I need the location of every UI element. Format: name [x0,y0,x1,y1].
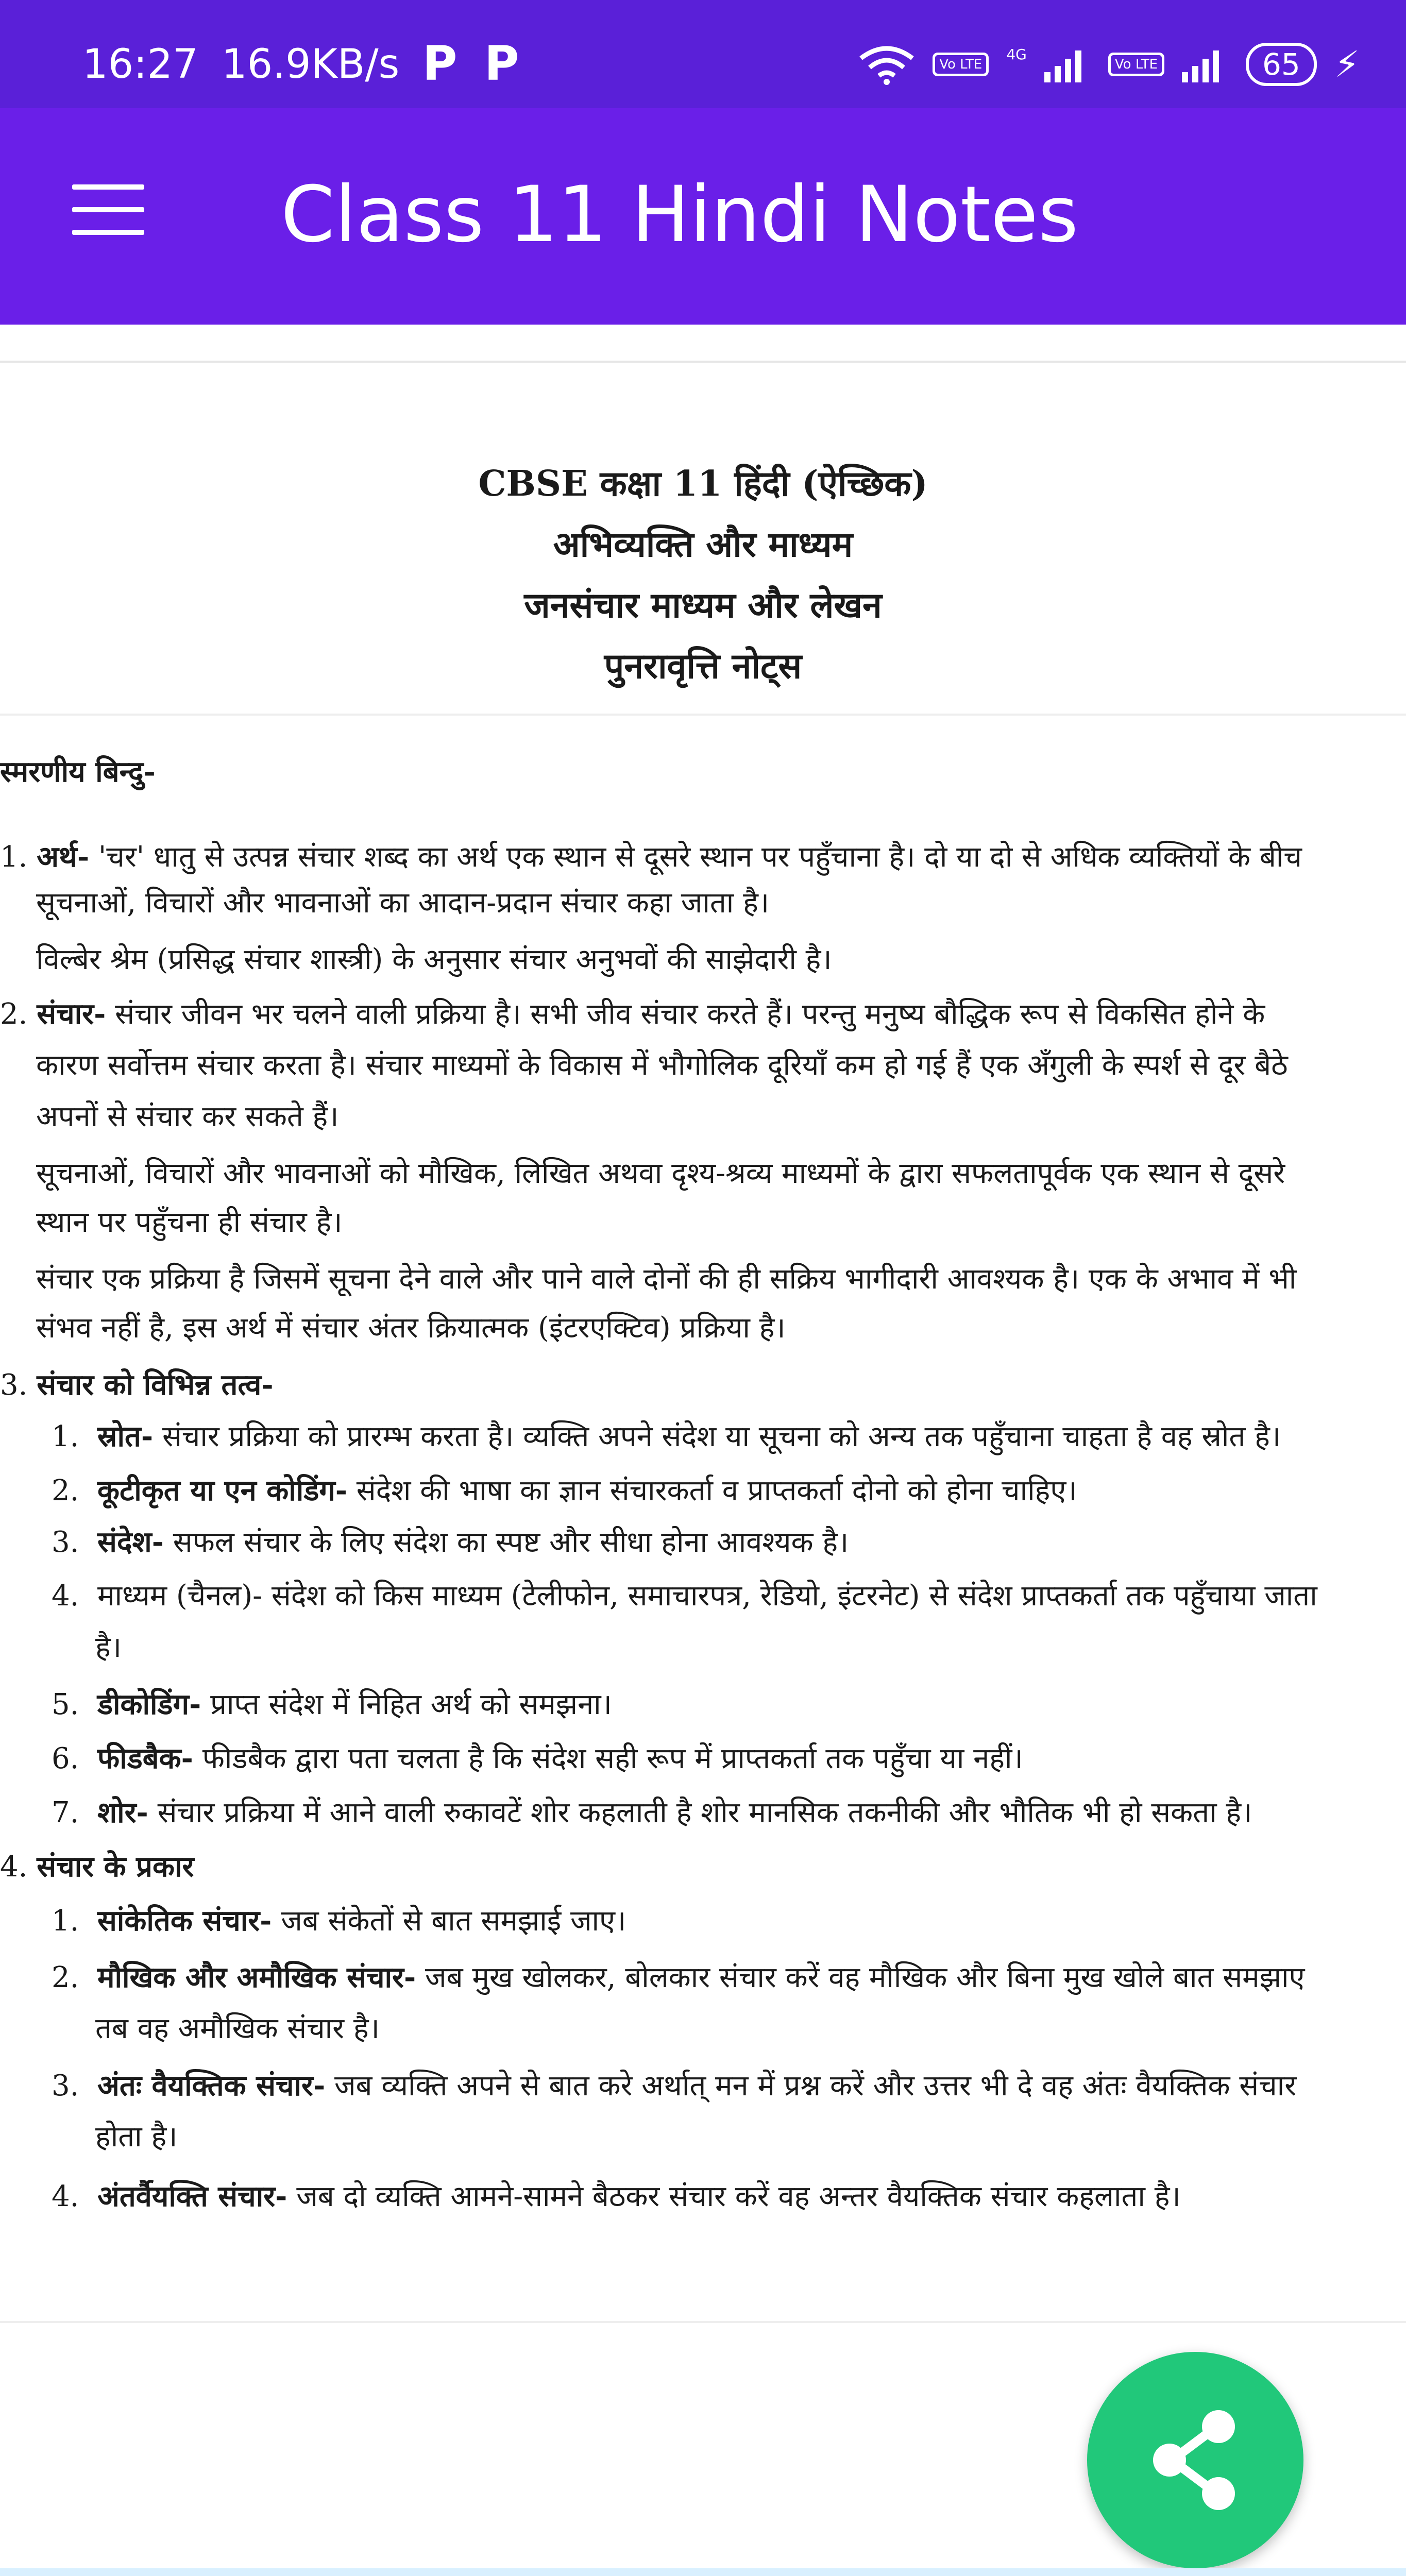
sub-list-item: 2. कूटीकृत या एन कोडिंग- संदेश की भाषा का ज्ञान संचारकर्ता व प्राप्तकर्ता दोनो को होना चाहिए। [52,1473,1077,1507]
sub-list-item: 4. अंतर्वैयक्ति संचार- जब दो व्यक्ति आमने-सामने बैठकर संचार करें वह अन्तर वैयक्तिक संचार कहलाता है। [52,2179,1181,2213]
paragraph-line: संभव नहीं है, इस अर्थ में संचार अंतर क्रियात्मक (इंटरएक्टिव) प्रक्रिया है। [36,1311,786,1345]
paragraph-line: है। [95,1631,122,1664]
share-icon [1087,2352,1303,2568]
sub-list-item: 2. मौखिक और अमौखिक संचार- जब मुख खोलकर, बोलकार संचार करें वह मौखिक और बिना मुख खोले बात समझाए [52,1960,1305,1994]
sub-list-item: 3. संदेश- सफल संचार के लिए संदेश का स्पष्ट और सीधा होना आवश्यक है। [52,1525,849,1559]
signal-icon-2 [1182,46,1228,82]
sub-list-item: 5. डीकोडिंग- प्राप्त संदेश में निहित अर्थ को समझना। [52,1687,612,1721]
network-speed: 16.9KB/s [222,41,400,88]
list-item: 4. संचार के प्रकार [0,1850,194,1884]
heading-line-2: अभिव्यक्ति और माध्यम [553,524,853,565]
status-icons [858,36,1360,93]
section-title: स्मरणीय बिन्दु- [0,755,156,789]
volte-icon-2: Vo LTE [1108,53,1164,76]
bottom-edge [0,2568,1406,2576]
battery-icon: 65 [1246,43,1317,86]
sub-list-item: 1. सांकेतिक संचार- जब संकेतों से बात समझाई जाए। [52,1904,626,1938]
status-time: 16:27 [82,41,198,88]
list-item: 3. संचार को विभिन्न तत्व- [0,1368,274,1402]
paragraph-line: विल्बेर श्रेम (प्रसिद्ध संचार शास्त्री) के अनुसार संचार अनुभवों की साझेदारी है। [36,943,832,976]
heading-line-4: पुनरावृत्ति नोट्स [604,646,802,687]
list-item: 1. अर्थ- 'चर' धातु से उत्पन्न संचार शब्द का अर्थ एक स्थान से दूसरे स्थान पर पहुँचाना है। दो या दो से अधिक व्यक्तियों के बीच [0,840,1302,874]
paragraph-line: अपनों से संचार कर सकते हैं। [36,1100,339,1133]
signal-icon [1044,46,1091,82]
network-type: 4G [1006,45,1027,63]
paragraph-line: स्थान पर पहुँचना ही संचार है। [36,1206,343,1239]
status-bar [0,0,1406,108]
list-item: 2. संचार- संचार जीवन भर चलने वाली प्रक्रिया है। सभी जीव संचार करते हैं। परन्तु मनुष्य बौद्धिक रूप से विकसित होने के [0,997,1265,1031]
paragraph-line: तब वह अमौखिक संचार है। [95,2012,380,2045]
notification-p-icon-2: P [484,36,519,91]
paragraph-line: होता है। [95,2120,178,2154]
heading-line-3: जनसंचार माध्यम और लेखन [524,585,882,626]
divider-3 [0,2321,1406,2323]
paragraph-line: सूचनाओं, विचारों और भावनाओं का आदान-प्रदान संचार कहा जाता है। [36,886,770,920]
notes-heading [0,453,1406,697]
volte-icon: Vo LTE [933,53,989,76]
heading-line-1: CBSE कक्षा 11 हिंदी (ऐच्छिक) [478,463,928,504]
share-button[interactable] [1087,2352,1303,2568]
app-bar [0,108,1406,325]
divider [0,361,1406,363]
sub-list-item: 7. शोर- संचार प्रक्रिया में आने वाली रुकावटें शोर कहलाती है शोर मानसिक तकनीकी और भौतिक भी हो सकता है। [52,1795,1252,1829]
menu-icon[interactable] [72,184,144,246]
divider-2 [0,714,1406,716]
charging-icon: ⚡ [1334,43,1360,86]
wifi-icon [858,44,915,85]
paragraph-line: संचार एक प्रक्रिया है जिसमें सूचना देने वाले और पाने वाले दोनों की ही सक्रिय भागीदारी आवश्यक है। एक के अभाव में भी [36,1262,1297,1296]
sub-list-item: 1. स्रोत- संचार प्रक्रिया को प्रारम्भ करता है। व्यक्ति अपने संदेश या सूचना को अन्य तक पहुँचाना चाहता है वह स्रोत है। [52,1419,1281,1453]
paragraph-line: कारण सर्वोत्तम संचार करता है। संचार माध्यमों के विकास में भौगोलिक दूरियाँ कम हो गई हैं एक अँगुली के स्पर्श से दूर बैठे [36,1048,1288,1082]
sub-list-item: 6. फीडबैक- फीडबैक द्वारा पता चलता है कि संदेश सही रूप में प्राप्तकर्ता तक पहुँचा या नहीं। [52,1741,1023,1775]
paragraph-line: सूचनाओं, विचारों और भावनाओं को मौखिक, लिखित अथवा दृश्य-श्रव्य माध्यमों के द्वारा सफलतापूर्वक एक स्थान से दूसरे [36,1157,1285,1190]
app-title: Class 11 Hindi Notes [281,170,1079,260]
sub-list-item: 4. माध्यम (चैनल)- संदेश को किस माध्यम (टेलीफोन, समाचारपत्र, रेडियो, इंटरनेट) से संदेश प्राप्तकर्ता तक पहुँचाया जाता [52,1579,1317,1613]
notification-p-icon: P [422,36,458,91]
sub-list-item: 3. अंतः वैयक्तिक संचार- जब व्यक्ति अपने से बात करे अर्थात् मन में प्रश्न करें और उत्तर भी दे वह अंतः वैयक्तिक संचार [52,2069,1297,2103]
